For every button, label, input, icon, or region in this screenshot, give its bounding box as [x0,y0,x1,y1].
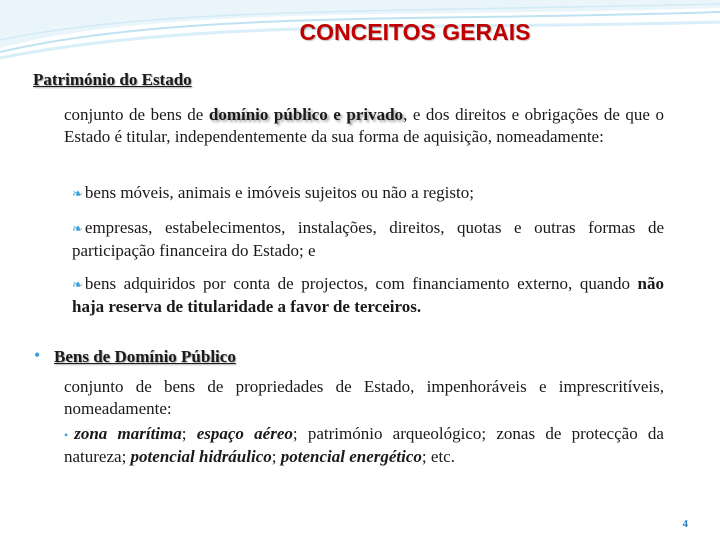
section1-intro-start: conjunto de bens de [64,105,209,124]
item-middle-text: ; património arqueológico; zonas de protecção da natureza; [64,424,664,466]
bullet-1-text: bens móveis, animais e imóveis sujeitos ou não a registo; [84,183,474,202]
item-espaco-aereo: espaço aéreo [196,424,293,443]
item-end-text: ; etc. [421,447,455,466]
leaf-bullet-icon: ❧ [72,186,83,201]
section2-intro: conjunto de bens de propriedades de Estado, impenhoráveis e imprescritíveis, nomeadamente: [64,377,664,418]
leaf-bullet-icon: ❧ [72,221,83,236]
section1-bullet-2 [72,217,664,262]
page-number: 4 [682,518,688,530]
section1-intro [64,104,664,148]
bullet-3-text: bens adquiridos por conta de projectos, com financiamento externo, quando [84,274,638,293]
item-separator: ; [271,447,281,466]
section1-bullet-3 [72,273,664,318]
section2-heading: Bens de Domínio Público [54,347,236,366]
section1-bullet-1 [72,182,664,205]
section1-heading: Património do Estado [33,70,192,89]
bullet-3-bold-text: não haja reserva de titularidade a favor de terceiros. [72,274,664,316]
slide-title: CONCEITOS GERAIS [299,19,531,45]
round-bullet-icon: • [34,345,41,365]
item-separator: ; [181,424,197,443]
leaf-bullet-icon: ❧ [72,277,83,292]
section1-intro-end: , e dos direitos e obrigações de que o Estado é titular, independentemente da sua forma de aquisição, nomeadamente: [64,105,664,146]
item-potencial-hidraulico: potencial hidráulico [130,447,272,466]
bullet-2-text: empresas, estabelecimentos, instalações, direitos, quotas e outras formas de participação financeira do Estado; e [72,218,664,260]
item-zona-maritima: zona marítima [74,424,182,443]
section1-intro-emphasis: domínio público e privado [208,105,404,124]
small-bullet-icon: • [64,428,69,442]
item-potencial-energetico: potencial energético [280,447,422,466]
section2-item [64,423,664,468]
